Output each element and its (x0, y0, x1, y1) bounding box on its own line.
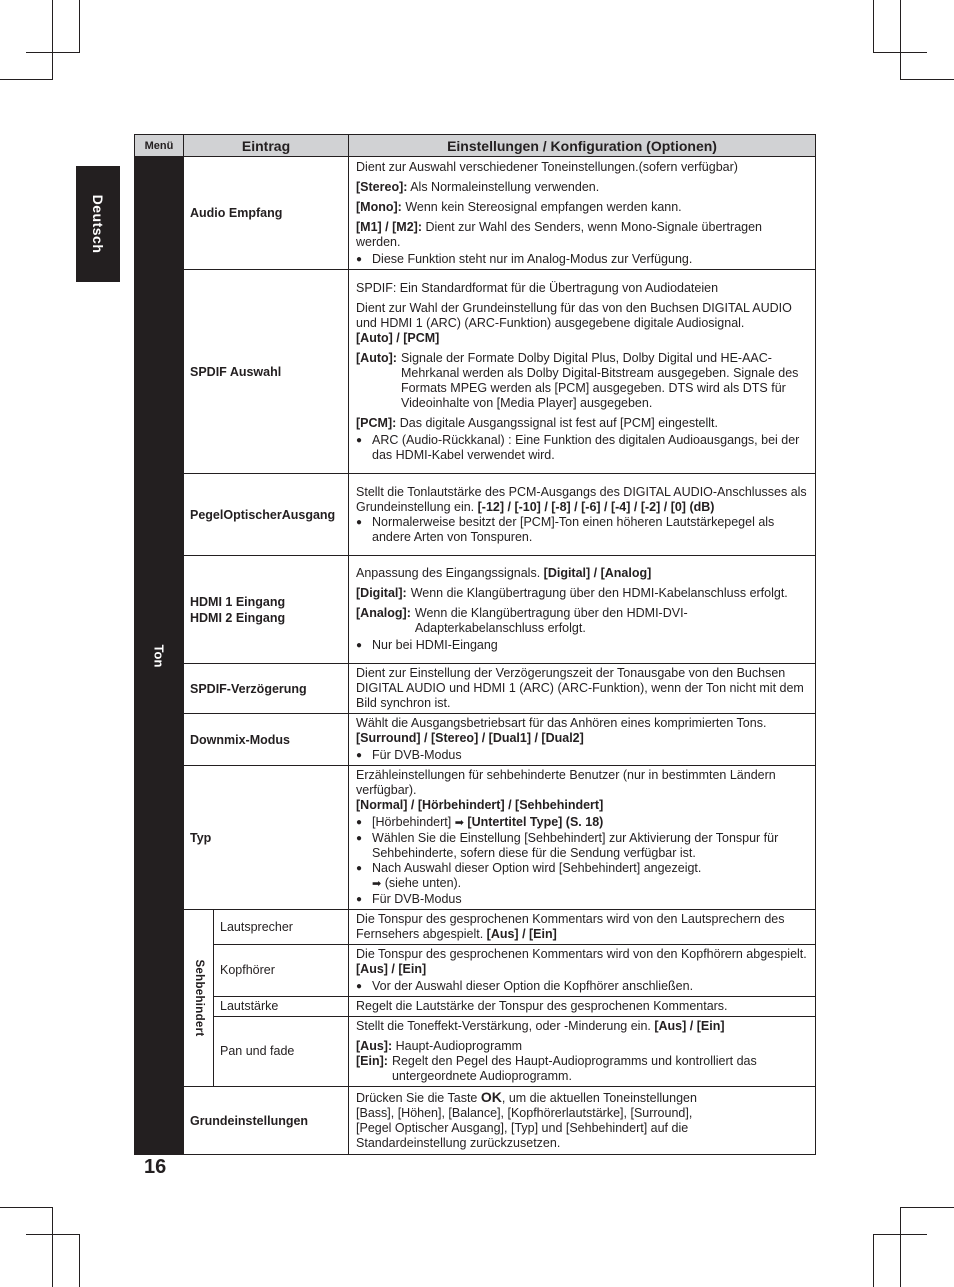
language-label: Deutsch (90, 194, 106, 254)
entry-lautstaerke: Lautstärke (214, 997, 349, 1017)
option-label: [Aus]: (356, 1039, 393, 1053)
note-text: (siehe unten). (384, 876, 462, 890)
desc-text: Dient zur Auswahl verschiedener Toneinstellungen.(sofern verfügbar) (356, 159, 738, 174)
note-text: [Hörbehindert] (372, 815, 452, 829)
options-text: [Auto] / [PCM] (356, 330, 440, 345)
header-menu: Menü (135, 135, 184, 157)
options-text: [Digital] / [Analog] (543, 566, 652, 580)
desc-text: SPDIF: Ein Standardformat für die Übertragung von Audiodateien (356, 280, 719, 295)
desc-text: Erzähleinstellungen für sehbehinderte Benutzer (nur in bestimmten Ländern verfügbar). (356, 768, 776, 797)
note-text: Für DVB-Modus (372, 748, 462, 762)
entry-spdif-auswahl: SPDIF Auswahl (184, 270, 349, 474)
entry-spdif-verzoegerung: SPDIF-Verzögerung (184, 664, 349, 714)
options-text: [Surround] / [Stereo] / [Dual1] / [Dual2] (356, 731, 584, 745)
table-row (135, 1087, 816, 1155)
option-text: Dient zur Wahl des Senders, wenn Mono-Signale übertragen werden. (356, 219, 762, 249)
bullet-icon: ● (356, 253, 363, 265)
table-header-row (135, 135, 816, 157)
crop-mark (52, 1207, 53, 1287)
desc-typ (349, 766, 816, 910)
desc-text: Standardeinstellung zurückzusetzen. (356, 1136, 561, 1150)
option-label: [Digital]: (356, 586, 407, 600)
option-text: Regelt den Pegel des Haupt-Audioprogramms und kontrolliert das untergeordnete Audioprogramm. (391, 1054, 757, 1083)
note-text: Normalerweise besitzt der [PCM]-Ton einen höheren Lautstärkepegel als andere Arten von Tonspuren. (372, 514, 775, 544)
desc-text: [Bass], [Höhen], [Balance], [Kopfhörerlautstärke], [Surround], (356, 1106, 693, 1120)
option-label: [Auto]: (356, 350, 397, 365)
option-text: Haupt-Audioprogramm (395, 1039, 523, 1053)
bullet-icon: ● (356, 894, 363, 905)
option-label: [M1] / [M2]: (356, 219, 422, 234)
bullet-icon: ● (356, 981, 363, 992)
entry-typ: Typ (184, 766, 349, 910)
note-text: Für DVB-Modus (372, 892, 462, 906)
table-row (135, 910, 816, 945)
crop-mark (900, 1207, 901, 1287)
bullet-icon: ● (356, 863, 363, 874)
crop-mark (900, 79, 954, 80)
option-label: [Analog]: (356, 606, 411, 620)
desc-hdmi (349, 556, 816, 664)
option-label: [Ein]: (356, 1054, 388, 1068)
desc-text: Regelt die Lautstärke der Tonspur des gesprochenen Kommentars. (356, 999, 728, 1013)
settings-table (134, 134, 816, 1155)
crop-mark (79, 1234, 80, 1287)
desc-audio-empfang (349, 157, 816, 270)
header-settings: Einstellungen / Konfiguration (Optionen) (349, 135, 816, 157)
crop-mark (0, 79, 53, 80)
crop-mark (0, 1207, 53, 1208)
desc-downmix (349, 714, 816, 766)
crop-mark (873, 1234, 927, 1235)
desc-text: Dient zur Wahl der Grundeinstellung für das von den Buchsen DIGITAL AUDIO und HDMI 1 (ARC) (ARC-Funktion) ausgegebene digitale Audiosignal. (356, 300, 792, 330)
bullet-icon: ● (356, 833, 363, 844)
option-label: [Mono]: (356, 199, 402, 214)
entry-audio-empfang: Audio Empfang (184, 157, 349, 270)
page-number: 16 (144, 1156, 167, 1178)
option-text: Wenn die Klangübertragung über den HDMI-DVI-Adapterkabelanschluss erfolgt. (414, 606, 688, 635)
options-text: [Normal] / [Hörbehindert] / [Sehbehindert] (356, 798, 604, 812)
option-text: Als Normaleinstellung verwenden. (410, 179, 600, 194)
crop-mark (873, 0, 874, 53)
crop-mark (26, 1234, 80, 1235)
desc-text: Drücken Sie die Taste (356, 1091, 478, 1105)
desc-lautsprecher (349, 910, 816, 945)
bullet-icon: ● (356, 817, 363, 828)
menu-column (135, 157, 184, 1155)
desc-grundeinstellungen (349, 1087, 816, 1155)
arrow-right-icon: ➡ (372, 878, 382, 890)
table-row (135, 474, 816, 556)
option-text: Wenn die Klangübertragung über den HDMI-Kabelanschluss erfolgt. (410, 586, 788, 600)
desc-kopfhoerer (349, 945, 816, 997)
desc-text: Dient zur Einstellung der Verzögerungszeit der Tonausgabe von den Buchsen DIGITAL AUDIO und HDMI 1 (ARC) (ARC-Funktion), wenn der Ton nicht mit dem Bild synchron ist. (356, 666, 804, 710)
option-text: Signale der Formate Dolby Digital Plus, Dolby Digital und HE-AAC-Mehrkanal werden als Dolby Digital-Bitstream ausgegeben. Signale des Formats MPEG werden als [PCM] ausgegeben. DTS wird als DTS für Videoinhalte von [Media Player] ausgegeben. (400, 350, 799, 410)
note-text: Diese Funktion steht nur im Analog-Modus zur Verfügung. (372, 251, 693, 266)
entry-kopfhoerer: Kopfhörer (214, 945, 349, 997)
desc-text: Wählt die Ausgangsbetriebsart für das Anhören eines komprimierten Tons. (356, 716, 767, 730)
crop-mark (79, 0, 80, 53)
table-row (135, 997, 816, 1017)
crop-mark (52, 0, 53, 80)
bullet-icon: ● (356, 516, 363, 528)
desc-spdif-verzoegerung (349, 664, 816, 714)
table-row (135, 270, 816, 474)
table-row (135, 157, 816, 270)
options-text: [Aus] / [Ein] (486, 927, 557, 941)
options-text: [-12] / [-10] / [-8] / [-6] / [-4] / [-2] / [0] (dB) (477, 499, 715, 514)
entry-grundeinstellungen: Grundeinstellungen (184, 1087, 349, 1155)
language-side-tab (76, 166, 120, 282)
entry-hdmi (184, 556, 349, 664)
desc-text: , um die aktuellen Toneinstellungen (501, 1091, 697, 1105)
table-row (135, 1017, 816, 1087)
entry-hdmi2: HDMI 2 Eingang (190, 610, 286, 625)
desc-lautstaerke (349, 997, 816, 1017)
note-text: Nach Auswahl dieser Option wird [Sehbehindert] angezeigt. (372, 861, 702, 875)
entry-downmix: Downmix-Modus (184, 714, 349, 766)
note-text: ARC (Audio-Rückkanal) : Eine Funktion des digitalen Audioausgangs, bei der das HDMI-Kabel verwendet wird. (372, 432, 800, 462)
note-text: Wählen Sie die Einstellung [Sehbehindert] zur Aktivierung der Tonspur für Sehbehinderte, sofern diese für die Sendung verfügbar ist. (372, 831, 779, 860)
entry-pan-und-fade: Pan und fade (214, 1017, 349, 1087)
desc-text: Die Tonspur des gesprochenen Kommentars wird von den Kopfhörern abgespielt. (356, 947, 807, 961)
note-text: Nur bei HDMI-Eingang (372, 638, 498, 652)
table-row (135, 714, 816, 766)
note-text: Vor der Auswahl dieser Option die Kopfhörer anschließen. (372, 979, 694, 993)
menu-label: Ton (151, 644, 167, 667)
ok-key-label: OK (480, 1089, 502, 1105)
option-text: Das digitale Ausgangssignal ist fest auf [PCM] eingestellt. (399, 415, 718, 430)
desc-text: [Pegel Optischer Ausgang], [Typ] und [Sehbehindert] auf die (356, 1121, 689, 1135)
crop-mark (873, 1234, 874, 1287)
crop-mark (900, 0, 901, 80)
bullet-icon: ● (356, 640, 363, 651)
entry-pegel: PegelOptischerAusgang (184, 474, 349, 556)
desc-text: Stellt die Toneffekt-Verstärkung, oder -Minderung ein. (356, 1019, 651, 1033)
subgroup-label: Sehbehindert (192, 959, 205, 1037)
option-label: [Stereo]: (356, 179, 408, 194)
table-row (135, 556, 816, 664)
subgroup-sehbehindert (184, 910, 214, 1087)
reference-link: [Untertitel Type] (S. 18) (467, 815, 604, 829)
table-row (135, 766, 816, 910)
table-row (135, 664, 816, 714)
option-label: [PCM]: (356, 415, 397, 430)
option-text: Wenn kein Stereosignal empfangen werden kann. (405, 199, 682, 214)
desc-spdif-auswahl (349, 270, 816, 474)
arrow-right-icon: ➡ (454, 817, 464, 829)
entry-lautsprecher: Lautsprecher (214, 910, 349, 945)
crop-mark (900, 1207, 954, 1208)
bullet-icon: ● (356, 750, 363, 761)
crop-mark (873, 52, 927, 53)
entry-hdmi1: HDMI 1 Eingang (190, 594, 286, 609)
options-text: [Aus] / [Ein] (654, 1019, 725, 1033)
desc-text: Stellt die Tonlautstärke des PCM-Ausgangs des DIGITAL AUDIO-Anschlusses als Grundeinstellung ein. (356, 484, 807, 514)
header-entry: Eintrag (184, 135, 349, 157)
desc-pegel (349, 474, 816, 556)
options-text: [Aus] / [Ein] (356, 962, 427, 976)
desc-text: Anpassung des Eingangssignals. (356, 566, 541, 580)
desc-pan-und-fade (349, 1017, 816, 1087)
table-row (135, 945, 816, 997)
bullet-icon: ● (356, 434, 363, 446)
crop-mark (26, 52, 80, 53)
desc-text: Die Tonspur des gesprochenen Kommentars wird von den Lautsprechern des Fernsehers abgespielt. (356, 912, 785, 941)
